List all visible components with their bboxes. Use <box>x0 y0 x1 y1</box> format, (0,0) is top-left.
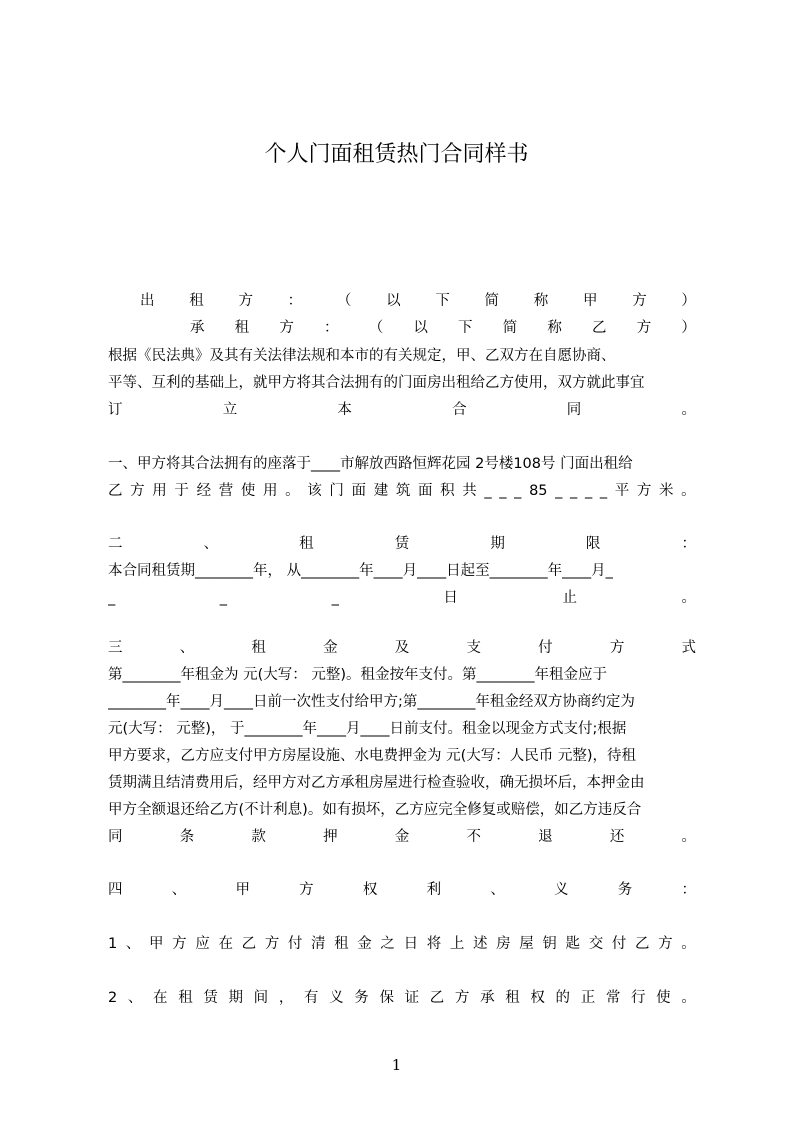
text-token: 述 <box>472 936 488 952</box>
text-token: 方 <box>636 320 652 336</box>
text-token: 不 <box>466 829 481 845</box>
lessor-line <box>140 291 696 311</box>
section3-heading <box>108 638 696 658</box>
text-token: 之 <box>380 936 395 952</box>
page-title: 个人门面租赁热门合同样书 <box>264 142 529 167</box>
text-token: _ <box>108 590 116 606</box>
text-token: 。 <box>681 990 696 1006</box>
text-token: 方 <box>658 936 673 952</box>
text-token: （ <box>368 320 384 336</box>
text-token: ） <box>681 293 696 309</box>
text-token: 建 <box>373 483 389 499</box>
text-token: 乙 <box>241 936 257 952</box>
text-token: _ <box>499 483 507 499</box>
text-token: 乙 <box>429 990 445 1006</box>
text-token: 租 <box>251 640 266 656</box>
section2-line-2 <box>108 588 696 608</box>
text-token: 经 <box>196 483 212 499</box>
text-token: _ <box>584 483 593 499</box>
section3-line-2: ________年____月____日前一次性支付给甲方;第________年租金经双方协商约定为 <box>108 694 635 710</box>
text-token: 面 <box>351 483 367 499</box>
text-token: 交 <box>588 936 604 952</box>
text-token: 租 <box>189 293 204 309</box>
text-token: 租 <box>178 990 193 1006</box>
text-token: 日 <box>443 590 458 606</box>
text-token: 下 <box>435 293 450 309</box>
text-token: 。 <box>681 590 696 606</box>
text-token: 、 <box>171 882 187 898</box>
text-token: 以 <box>386 293 401 309</box>
text-token: 在 <box>218 936 233 952</box>
text-token: 日 <box>403 936 419 952</box>
text-token: 的 <box>555 990 571 1006</box>
text-token: 金 <box>323 640 338 656</box>
text-token: 同 <box>566 402 582 418</box>
text-token: 订 <box>108 402 123 418</box>
text-token: 平 <box>614 483 630 499</box>
text-token: 使 <box>656 990 671 1006</box>
lessee-line <box>190 318 696 338</box>
text-token: 方 <box>130 483 145 499</box>
text-token: 积 <box>440 483 455 499</box>
section2-line-1: 本合同租赁期________年， 从________年____月____日起至________年____月_ <box>108 563 613 579</box>
text-token: 、 <box>127 990 143 1006</box>
text-token: 方 <box>632 293 647 309</box>
text-token: 乙 <box>108 483 123 499</box>
text-token: 称 <box>533 293 549 309</box>
text-token: 租 <box>505 990 520 1006</box>
text-token: ： <box>287 293 303 309</box>
text-token: 利 <box>426 882 442 898</box>
text-token: 1 <box>108 936 118 952</box>
text-token: 付 <box>538 640 553 656</box>
text-token: 本 <box>337 402 352 418</box>
text-token: 常 <box>605 990 621 1006</box>
text-token: 。 <box>681 936 696 952</box>
text-token: _ <box>514 483 522 499</box>
text-token: 于 <box>174 483 189 499</box>
text-token: 合 <box>452 402 467 418</box>
text-token: 米 <box>659 483 674 499</box>
text-token: 赁 <box>394 536 410 552</box>
section4-item-2 <box>108 988 696 1008</box>
text-token: 简 <box>502 320 518 336</box>
section4-item-1 <box>108 934 696 954</box>
text-token: 期 <box>490 536 505 552</box>
text-token: 出 <box>140 293 155 309</box>
text-token: 2 <box>108 990 118 1006</box>
text-token: 上 <box>449 936 465 952</box>
text-token: 方 <box>609 640 625 656</box>
text-token: 三 <box>108 640 123 656</box>
text-token: ） <box>681 320 696 336</box>
section3-line-5: 赁期满且结清费用后，经甲方对乙方承租房屋进行检查验收，确无损坏后，本押金由 <box>108 775 645 791</box>
text-token: 金 <box>394 829 410 845</box>
text-token: 乙 <box>634 936 650 952</box>
text-token: ： <box>681 536 696 552</box>
text-token: 下 <box>458 320 473 336</box>
text-token: （ <box>336 293 352 309</box>
text-token: 义 <box>554 882 569 898</box>
section3-line-7 <box>108 827 696 847</box>
text-token: 面 <box>417 483 433 499</box>
section3-line-4: 甲方要求，乙方应支付甲方房屋设施、水电费押金为 元(大写：人民币 元整)，待租 <box>108 748 637 764</box>
text-token: 承 <box>480 990 495 1006</box>
basis-line-1: 根据《民法典》及其有关法律法规和本市的有关规定，甲、乙双方在自愿协商、 <box>108 348 616 364</box>
text-token: 、 <box>125 936 141 952</box>
text-token: 务 <box>354 990 369 1006</box>
text-token: 同 <box>108 829 123 845</box>
section3-line-3: 元(大写： 元整)， 于________年____月____日前支付。租金以现金方式支付;根据 <box>108 721 627 737</box>
text-token: 款 <box>251 829 266 845</box>
text-token: 清 <box>311 936 326 952</box>
text-token: 用 <box>262 483 278 499</box>
text-token: 租 <box>234 320 250 336</box>
text-token: 乙 <box>592 320 607 336</box>
text-token: 。 <box>285 483 300 499</box>
text-token: 方 <box>636 483 652 499</box>
text-token: 方 <box>299 882 314 898</box>
text-token: 租 <box>299 536 314 552</box>
text-token: 屋 <box>519 936 534 952</box>
text-token: 称 <box>547 320 562 336</box>
text-token: _ <box>219 590 228 606</box>
text-token: 方 <box>172 936 187 952</box>
text-token: 条 <box>179 829 195 845</box>
text-token: 甲 <box>582 293 598 309</box>
text-token: 止 <box>562 590 577 606</box>
text-token: 房 <box>496 936 511 952</box>
text-token: 立 <box>222 402 238 418</box>
text-token: 营 <box>218 483 234 499</box>
text-token: 。 <box>681 402 696 418</box>
text-token: 甲 <box>149 936 164 952</box>
text-token: 方 <box>454 990 470 1006</box>
text-token: 共 <box>462 483 477 499</box>
text-token: 该 <box>307 483 322 499</box>
text-token: 赁 <box>203 990 218 1006</box>
text-token: 式 <box>681 640 696 656</box>
text-token: ， <box>278 990 294 1006</box>
text-token: 义 <box>329 990 344 1006</box>
text-token: _ <box>555 483 563 499</box>
text-token: 间 <box>253 990 269 1006</box>
text-token: 、 <box>179 640 195 656</box>
text-token: 。 <box>681 829 696 845</box>
text-token: 权 <box>530 990 545 1006</box>
text-token: 承 <box>190 320 205 336</box>
text-token: 及 <box>394 640 410 656</box>
text-token: 门 <box>329 483 344 499</box>
text-token: 85 <box>529 483 548 499</box>
text-token: 押 <box>323 829 338 845</box>
text-token: 、 <box>203 536 219 552</box>
text-token: 付 <box>611 936 627 952</box>
text-token: 金 <box>357 936 372 952</box>
text-token: 支 <box>466 640 481 656</box>
text-token: 将 <box>426 936 442 952</box>
text-token: 期 <box>228 990 244 1006</box>
text-token: _ <box>484 483 492 499</box>
text-token: 务 <box>617 882 633 898</box>
text-token: 正 <box>580 990 596 1006</box>
text-token: 权 <box>362 882 378 898</box>
text-token: 甲 <box>235 882 250 898</box>
text-token: _ <box>599 483 608 499</box>
text-token: 简 <box>484 293 500 309</box>
text-token: 在 <box>153 990 168 1006</box>
section1-line-1: 一、甲方将其合法拥有的座落于____市解放西路恒辉花园 2号楼108号 门面出租给 <box>108 456 633 472</box>
text-token: 钥 <box>542 936 557 952</box>
text-token: 以 <box>413 320 428 336</box>
text-token: _ <box>570 483 578 499</box>
text-token: _ <box>331 590 339 606</box>
section2-heading <box>108 534 696 554</box>
text-token: 二 <box>108 536 123 552</box>
text-token: 方 <box>264 936 280 952</box>
text-token: 保 <box>379 990 394 1006</box>
text-token: 还 <box>609 829 625 845</box>
text-token: 限 <box>585 536 601 552</box>
text-token: 、 <box>490 882 505 898</box>
text-token: 用 <box>152 483 167 499</box>
text-token: 方 <box>238 293 253 309</box>
section4-heading <box>108 880 696 900</box>
text-token: 四 <box>108 882 123 898</box>
text-token: ： <box>324 320 339 336</box>
text-token: 。 <box>681 483 696 499</box>
text-token: 筑 <box>395 483 411 499</box>
text-token: 付 <box>287 936 303 952</box>
basis-line-3 <box>108 400 696 420</box>
basis-line-2: 平等、互利的基础上，就甲方将其合法拥有的门面房出租给乙方使用，双方就此事宜 <box>108 375 645 391</box>
text-token: 应 <box>195 936 210 952</box>
text-token: 有 <box>303 990 319 1006</box>
text-token: 使 <box>240 483 256 499</box>
section3-line-6: 甲方全额退还给乙方(不计利息)。如有损坏，乙方应完全修复或赔偿，如乙方违反合 <box>108 802 642 818</box>
text-token: 证 <box>404 990 420 1006</box>
page-number: 1 <box>391 1056 402 1074</box>
text-token: 行 <box>631 990 646 1006</box>
section1-line-2 <box>108 481 696 501</box>
text-token: 退 <box>538 829 553 845</box>
text-token: 租 <box>334 936 349 952</box>
text-token: ： <box>681 882 696 898</box>
text-token: 匙 <box>565 936 581 952</box>
section3-line-1: 第________年租金为 元(大写： 元整)。租金按年支付。第________年租金应于 <box>108 667 608 683</box>
text-token: 方 <box>279 320 294 336</box>
